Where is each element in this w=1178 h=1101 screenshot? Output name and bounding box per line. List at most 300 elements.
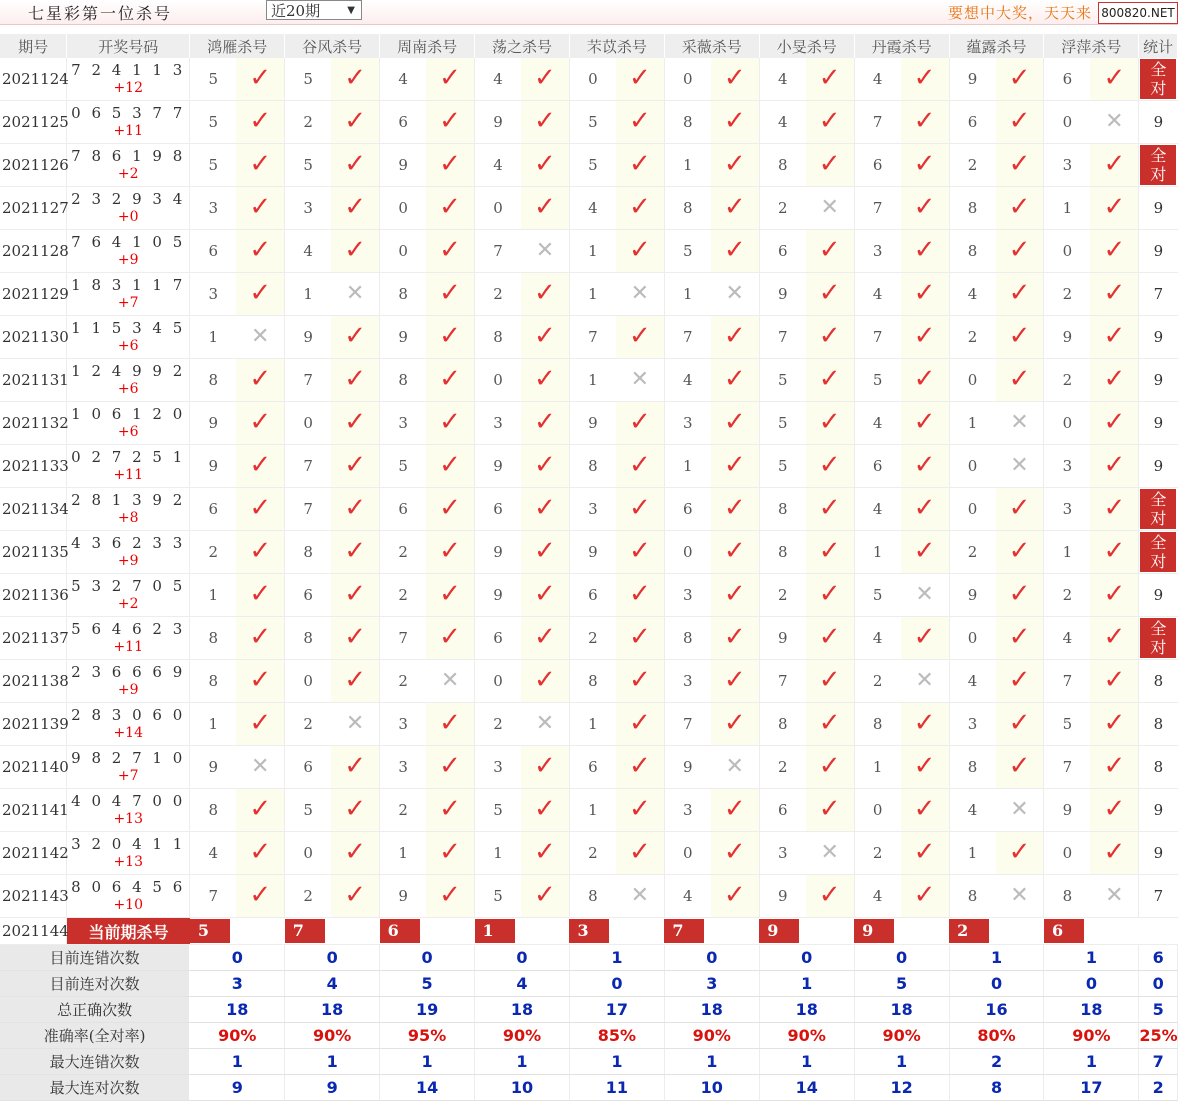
check-mark-icon: ✓	[628, 192, 651, 222]
hit-cell	[616, 574, 664, 617]
check-mark-icon: ✓	[628, 837, 651, 867]
kill-pick: 2	[1044, 273, 1090, 316]
summary-value: 0	[285, 945, 380, 971]
check-mark-icon: ✓	[628, 794, 651, 824]
all-correct-badge: 全 对	[1140, 145, 1176, 185]
kill-pick: 0	[475, 660, 521, 703]
hit-cell	[521, 445, 569, 488]
hit-cell	[901, 316, 949, 359]
kill-pick: 8	[285, 531, 331, 574]
hit-cell	[331, 617, 379, 660]
table-row	[0, 789, 1178, 832]
check-mark-icon: ✓	[818, 665, 841, 695]
summary-value: 25%	[1139, 1023, 1178, 1049]
check-mark-icon: ✓	[1103, 536, 1126, 566]
check-mark-icon: ✓	[1008, 149, 1031, 179]
correct-count: 9	[1153, 586, 1164, 604]
kill-pick: 3	[380, 703, 426, 746]
check-mark-icon: ✓	[628, 407, 651, 437]
row-stat	[1139, 660, 1178, 703]
draw-sum: +13	[113, 854, 143, 870]
kill-pick: 8	[190, 660, 236, 703]
cross-mark-icon: ✕	[1105, 883, 1124, 908]
check-mark-icon: ✓	[249, 235, 272, 265]
period-number: 2021142	[0, 832, 67, 875]
kill-pick: 6	[854, 445, 900, 488]
miss-cell	[711, 273, 759, 316]
correct-count: 8	[1153, 672, 1164, 690]
correct-count: 9	[1153, 371, 1164, 389]
check-mark-icon: ✓	[439, 751, 461, 781]
summary-row	[0, 1075, 1178, 1101]
top-bar	[0, 0, 1178, 25]
draw-sum: +10	[113, 897, 143, 913]
kill-pick: 7	[475, 230, 521, 273]
check-mark-icon: ✓	[534, 63, 556, 93]
hit-cell	[806, 746, 854, 789]
kill-pick: 5	[285, 58, 331, 101]
hit-cell	[521, 316, 569, 359]
kill-pick: 2	[759, 187, 805, 230]
kill-pick: 6	[285, 746, 331, 789]
draw-sum: +7	[117, 295, 139, 311]
draw-digits: 0 6 5 3 7 7	[71, 104, 186, 122]
row-stat	[1139, 273, 1178, 316]
kill-pick: 1	[664, 144, 710, 187]
check-mark-icon: ✓	[913, 880, 936, 910]
kill-pick: 5	[475, 875, 521, 918]
hit-cell	[711, 574, 759, 617]
miss-cell	[521, 703, 569, 746]
hit-cell	[426, 230, 474, 273]
check-mark-icon: ✓	[439, 63, 461, 93]
hit-cell	[331, 445, 379, 488]
check-mark-icon: ✓	[628, 149, 651, 179]
kill-pick: 2	[854, 832, 900, 875]
hit-cell	[331, 101, 379, 144]
kill-pick: 9	[475, 574, 521, 617]
check-mark-icon: ✓	[818, 407, 841, 437]
kill-pick: 5	[569, 101, 615, 144]
check-mark-icon: ✓	[344, 450, 367, 480]
check-mark-icon: ✓	[344, 192, 367, 222]
hit-cell	[901, 445, 949, 488]
table-row	[0, 144, 1178, 187]
hit-cell	[901, 144, 949, 187]
kill-pick: 0	[1044, 402, 1090, 445]
hit-cell	[616, 703, 664, 746]
kill-pick: 0	[664, 531, 710, 574]
check-mark-icon: ✓	[344, 536, 367, 566]
check-mark-icon: ✓	[818, 708, 841, 738]
check-mark-icon: ✓	[439, 493, 461, 523]
check-mark-icon: ✓	[439, 321, 461, 351]
kill-pick: 8	[664, 101, 710, 144]
check-mark-icon: ✓	[534, 622, 556, 652]
check-mark-icon: ✓	[1103, 450, 1126, 480]
hit-cell	[236, 402, 284, 445]
hit-cell	[521, 574, 569, 617]
check-mark-icon: ✓	[628, 536, 651, 566]
kill-pick: 4	[759, 58, 805, 101]
cross-mark-icon: ✕	[251, 324, 270, 349]
hit-cell	[806, 703, 854, 746]
row-stat	[1139, 789, 1178, 832]
summary-value: 9	[285, 1075, 380, 1101]
kill-pick: 1	[569, 359, 615, 402]
hit-cell	[1090, 359, 1138, 402]
range-select-value: 近20期	[271, 2, 321, 20]
summary-value: 0	[569, 971, 664, 997]
check-mark-icon: ✓	[913, 278, 936, 308]
kill-pick: 4	[854, 58, 900, 101]
summary-value: 90%	[854, 1023, 949, 1049]
kill-pick: 9	[380, 144, 426, 187]
table-row	[0, 832, 1178, 875]
hit-cell	[236, 488, 284, 531]
row-stat	[1139, 531, 1178, 574]
summary-value: 6	[1139, 945, 1178, 971]
check-mark-icon: ✓	[1103, 794, 1126, 824]
kill-pick: 3	[759, 832, 805, 875]
kill-pick: 8	[664, 617, 710, 660]
summary-value: 90%	[759, 1023, 854, 1049]
kill-pick: 2	[759, 746, 805, 789]
summary-row	[0, 1049, 1178, 1075]
hit-cell	[426, 531, 474, 574]
row-stat	[1139, 875, 1178, 918]
miss-cell	[806, 832, 854, 875]
hit-cell	[1090, 316, 1138, 359]
cross-mark-icon: ✕	[535, 238, 555, 263]
kill-pick: 7	[285, 445, 331, 488]
kill-pick: 7	[759, 316, 805, 359]
hit-cell	[521, 789, 569, 832]
kill-pick: 2	[475, 703, 521, 746]
summary-value: 0	[664, 945, 759, 971]
check-mark-icon: ✓	[913, 794, 936, 824]
kill-pick: 2	[380, 789, 426, 832]
check-mark-icon: ✓	[249, 622, 272, 652]
hit-cell	[331, 875, 379, 918]
table-row	[0, 746, 1178, 789]
hit-cell	[996, 531, 1044, 574]
check-mark-icon: ✓	[818, 63, 841, 93]
summary-value: 19	[380, 997, 475, 1023]
summary-value: 10	[475, 1075, 570, 1101]
site-badge[interactable]: 800820.NET	[1098, 2, 1178, 24]
kill-pick: 4	[285, 230, 331, 273]
summary-value: 3	[190, 971, 285, 997]
period-number: 2021127	[0, 187, 67, 230]
row-stat	[1139, 617, 1178, 660]
summary-value: 0	[475, 945, 570, 971]
cross-mark-icon: ✕	[535, 711, 555, 736]
cross-mark-icon: ✕	[630, 883, 650, 908]
hit-cell	[521, 875, 569, 918]
draw-digits: 4 3 6 2 3 3	[71, 534, 186, 552]
kill-pick: 8	[285, 617, 331, 660]
correct-count: 8	[1153, 758, 1164, 776]
kill-pick: 9	[475, 101, 521, 144]
kill-pick: 3	[664, 402, 710, 445]
check-mark-icon: ✓	[628, 622, 651, 652]
kill-pick: 0	[664, 58, 710, 101]
draw-sum: +11	[113, 639, 143, 655]
kill-pick: 3	[475, 402, 521, 445]
draw-digits: 3 2 0 4 1 1	[71, 835, 186, 853]
header-predictor: 周南杀号	[380, 34, 475, 58]
kill-pick: 9	[475, 445, 521, 488]
current-kill-number: 7	[285, 919, 325, 943]
hit-cell	[426, 445, 474, 488]
hit-cell	[806, 359, 854, 402]
check-mark-icon: ✓	[1008, 235, 1031, 265]
kill-pick: 1	[569, 273, 615, 316]
hit-cell	[996, 144, 1044, 187]
row-stat	[1139, 746, 1178, 789]
check-mark-icon: ✓	[818, 579, 841, 609]
hit-cell	[616, 488, 664, 531]
summary-value: 10	[664, 1075, 759, 1101]
kill-pick: 1	[1044, 187, 1090, 230]
check-mark-icon: ✓	[628, 321, 651, 351]
hit-cell	[521, 187, 569, 230]
check-mark-icon: ✓	[249, 837, 272, 867]
kill-pick: 3	[569, 488, 615, 531]
hit-cell	[616, 58, 664, 101]
header-stat: 统计	[1139, 34, 1178, 58]
summary-value: 1	[759, 1049, 854, 1075]
kill-pick: 8	[759, 531, 805, 574]
check-mark-icon: ✓	[723, 880, 746, 910]
hit-cell	[711, 703, 759, 746]
kill-pick: 3	[380, 402, 426, 445]
hit-cell	[996, 746, 1044, 789]
summary-value: 8	[949, 1075, 1044, 1101]
row-stat	[1139, 359, 1178, 402]
summary-value: 80%	[949, 1023, 1044, 1049]
kill-pick: 9	[949, 58, 995, 101]
kill-pick: 0	[854, 789, 900, 832]
current-pick-cell	[1044, 918, 1139, 945]
kill-pick: 5	[285, 144, 331, 187]
kill-pick: 9	[949, 574, 995, 617]
current-pick-cell	[759, 918, 854, 945]
hit-cell	[616, 832, 664, 875]
hit-cell	[236, 789, 284, 832]
kill-pick: 1	[190, 703, 236, 746]
table-row	[0, 230, 1178, 273]
hit-cell	[901, 617, 949, 660]
hit-cell	[521, 144, 569, 187]
summary-row	[0, 1023, 1178, 1049]
miss-cell	[806, 187, 854, 230]
kill-pick: 1	[285, 273, 331, 316]
summary-value: 1	[475, 1049, 570, 1075]
period-number: 2021143	[0, 875, 67, 918]
hit-cell	[521, 746, 569, 789]
hit-cell	[426, 58, 474, 101]
promo-text[interactable]: 要想中大奖，天天来	[948, 4, 1093, 22]
kill-pick: 3	[380, 746, 426, 789]
hit-cell	[1090, 187, 1138, 230]
hit-cell	[426, 703, 474, 746]
hit-cell	[616, 445, 664, 488]
check-mark-icon: ✓	[818, 364, 841, 394]
correct-count: 8	[1153, 715, 1164, 733]
row-stat	[1139, 187, 1178, 230]
kill-pick: 5	[854, 574, 900, 617]
draw-digits: 1 8 3 1 1 7	[71, 276, 186, 294]
hit-cell	[996, 660, 1044, 703]
draw-sum: +0	[117, 209, 139, 225]
hit-cell	[616, 402, 664, 445]
hit-cell	[236, 531, 284, 574]
summary-value: 17	[569, 997, 664, 1023]
kill-pick: 4	[949, 273, 995, 316]
check-mark-icon: ✓	[913, 235, 936, 265]
table-row	[0, 402, 1178, 445]
check-mark-icon: ✓	[628, 708, 651, 738]
check-mark-icon: ✓	[913, 493, 936, 523]
hit-cell	[901, 875, 949, 918]
row-stat	[1139, 101, 1178, 144]
summary-value: 1	[569, 1049, 664, 1075]
hit-cell	[996, 273, 1044, 316]
hit-cell	[426, 617, 474, 660]
kill-pick: 2	[285, 875, 331, 918]
header-predictor: 谷风杀号	[285, 34, 380, 58]
hit-cell	[996, 703, 1044, 746]
kill-pick: 0	[285, 832, 331, 875]
summary-label: 最大连对次数	[0, 1075, 190, 1101]
hit-cell	[426, 144, 474, 187]
check-mark-icon: ✓	[1103, 708, 1126, 738]
kill-pick: 9	[569, 402, 615, 445]
check-mark-icon: ✓	[723, 708, 746, 738]
hit-cell	[806, 445, 854, 488]
period-number: 2021133	[0, 445, 67, 488]
check-mark-icon: ✓	[913, 63, 936, 93]
draw-digits: 1 0 6 1 2 0	[71, 405, 186, 423]
hit-cell	[996, 359, 1044, 402]
range-select[interactable]	[266, 0, 362, 20]
table-row	[0, 875, 1178, 918]
kill-pick: 7	[1044, 660, 1090, 703]
kill-pick: 3	[664, 574, 710, 617]
current-label: 当前期杀号	[67, 918, 190, 945]
kill-pick: 7	[664, 703, 710, 746]
hit-cell	[996, 101, 1044, 144]
kill-pick: 2	[949, 531, 995, 574]
check-mark-icon: ✓	[249, 63, 272, 93]
table-row	[0, 273, 1178, 316]
current-pick-cell	[380, 918, 475, 945]
kill-pick: 6	[664, 488, 710, 531]
current-pick-cell	[664, 918, 759, 945]
kill-pick: 5	[1044, 703, 1090, 746]
check-mark-icon: ✓	[249, 149, 272, 179]
draw-sum: +11	[113, 467, 143, 483]
kill-pick: 4	[759, 101, 805, 144]
summary-row	[0, 971, 1178, 997]
hit-cell	[426, 273, 474, 316]
kill-pick: 8	[759, 488, 805, 531]
kill-pick: 0	[1044, 230, 1090, 273]
hit-cell	[521, 832, 569, 875]
kill-pick: 0	[949, 359, 995, 402]
kill-pick: 8	[759, 144, 805, 187]
draw-numbers	[67, 574, 190, 617]
header-predictor: 蕴露杀号	[949, 34, 1044, 58]
kill-pick: 5	[190, 58, 236, 101]
kill-pick: 6	[475, 617, 521, 660]
header-predictor: 采薇杀号	[664, 34, 759, 58]
check-mark-icon: ✓	[249, 579, 272, 609]
draw-digits: 8 0 6 4 5 6	[71, 878, 186, 896]
hit-cell	[901, 58, 949, 101]
summary-row	[0, 997, 1178, 1023]
hit-cell	[426, 402, 474, 445]
check-mark-icon: ✓	[1008, 622, 1031, 652]
summary-value: 18	[664, 997, 759, 1023]
period-number: 2021131	[0, 359, 67, 402]
kill-pick: 7	[854, 187, 900, 230]
summary-value: 0	[190, 945, 285, 971]
kill-pick: 0	[569, 58, 615, 101]
draw-sum: +6	[117, 338, 139, 354]
summary-value: 90%	[285, 1023, 380, 1049]
all-correct-badge: 全 对	[1140, 489, 1176, 529]
hit-cell	[616, 230, 664, 273]
hit-cell	[711, 58, 759, 101]
hit-cell	[901, 789, 949, 832]
hit-cell	[331, 488, 379, 531]
check-mark-icon: ✓	[249, 364, 272, 394]
kill-pick: 4	[949, 660, 995, 703]
kill-pick: 3	[1044, 445, 1090, 488]
summary-value: 0	[759, 945, 854, 971]
kill-pick: 0	[1044, 101, 1090, 144]
check-mark-icon: ✓	[1103, 622, 1126, 652]
summary-value: 1	[190, 1049, 285, 1075]
summary-label: 总正确次数	[0, 997, 190, 1023]
kill-pick: 0	[380, 187, 426, 230]
hit-cell	[711, 875, 759, 918]
draw-numbers	[67, 402, 190, 445]
hit-cell	[521, 58, 569, 101]
period-number: 2021130	[0, 316, 67, 359]
hit-cell	[236, 230, 284, 273]
kill-pick: 9	[190, 402, 236, 445]
kill-pick: 1	[190, 574, 236, 617]
check-mark-icon: ✓	[1103, 63, 1126, 93]
draw-numbers	[67, 187, 190, 230]
kill-pick: 1	[949, 832, 995, 875]
summary-value: 1	[569, 945, 664, 971]
kill-pick: 1	[1044, 531, 1090, 574]
draw-digits: 5 3 2 7 0 5	[71, 577, 186, 595]
kill-pick: 5	[759, 359, 805, 402]
hit-cell	[426, 488, 474, 531]
check-mark-icon: ✓	[344, 794, 367, 824]
kill-pick: 9	[380, 875, 426, 918]
hit-cell	[806, 531, 854, 574]
kill-pick: 5	[569, 144, 615, 187]
summary-value: 18	[1044, 997, 1139, 1023]
check-mark-icon: ✓	[249, 278, 272, 308]
